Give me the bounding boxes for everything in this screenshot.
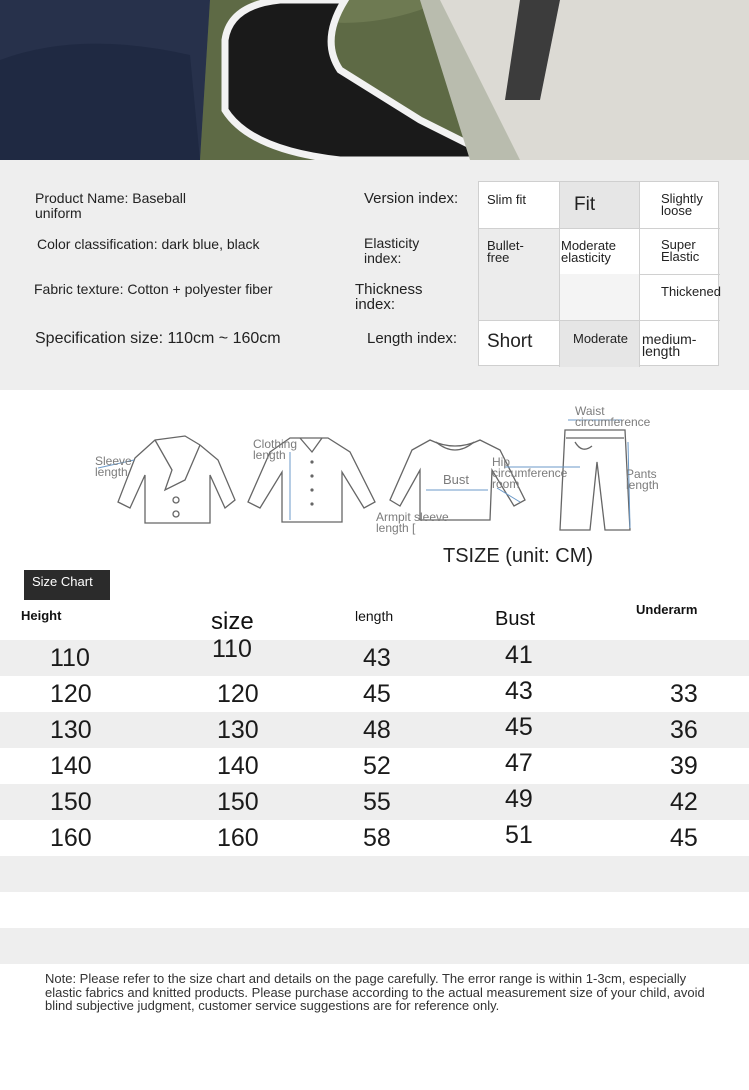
header-bust: Bust [495, 608, 536, 630]
header-size: size [211, 608, 254, 635]
cell-size: 150 [217, 788, 259, 816]
version-index-label: Version index: [364, 190, 459, 207]
elasticity-index-label: Elasticity index: [364, 235, 420, 266]
hip-circumference-label: Hip circumference room [492, 455, 568, 491]
version-option-slightly-loose: Slightly loose [661, 191, 703, 218]
cell-underarm: 39 [670, 752, 698, 780]
cell-bust: 51 [505, 821, 533, 849]
product-name: Product Name: Baseball uniform [35, 190, 186, 221]
thickness-option-thickened: Thickened [661, 284, 721, 299]
elasticity-option-super-elastic: Super Elastic [661, 237, 700, 264]
table-row-empty [0, 856, 749, 892]
length-option-short: Short [487, 331, 533, 352]
elasticity-option-bullet-free: Bullet-free [487, 238, 524, 265]
pants-length-label: Pants length [626, 467, 659, 492]
fabric-texture: Fabric texture: Cotton + polyester fiber [34, 281, 273, 297]
version-option-slim-fit: Slim fit [487, 192, 526, 207]
cell-length: 58 [363, 824, 391, 852]
cell-underarm: 42 [670, 788, 698, 816]
cell-length: 55 [363, 788, 391, 816]
cell-height: 150 [50, 788, 92, 816]
size-note: Note: Please refer to the size chart and details on the page carefully. The error range is within 1-3cm, especially elastic fabrics and knitted products. Please purchase according to the actual measurement size of your child, avoid blind subjective judgment, customer service suggestions are for reference only. [45, 971, 705, 1013]
table-row [0, 820, 749, 856]
cell-size: 160 [217, 824, 259, 852]
length-index-label: Length index: [367, 330, 458, 347]
header-length: length [355, 608, 394, 624]
specification-size: Specification size: 110cm ~ 160cm [35, 330, 281, 347]
product-photo [0, 0, 749, 160]
thickness-blur-area [559, 274, 639, 320]
cell-bust: 49 [505, 785, 533, 813]
table-row [0, 676, 749, 712]
jacket-closeup-illustration [0, 0, 749, 160]
table-row-empty [0, 892, 749, 928]
cell-underarm: 33 [670, 680, 698, 708]
table-row-empty [0, 928, 749, 964]
table-row [0, 748, 749, 784]
cell-length: 43 [363, 644, 391, 672]
table-row [0, 712, 749, 748]
length-option-medium-length: medium-length [642, 331, 697, 359]
size-chart-badge: Size Chart [24, 570, 110, 600]
cell-underarm: 36 [670, 716, 698, 744]
cell-size: 110 [212, 635, 252, 663]
length-option-moderate: Moderate [573, 331, 628, 346]
selected-version-highlight [559, 182, 639, 228]
cell-bust: 47 [505, 749, 533, 777]
header-underarm: Underarm [636, 602, 698, 617]
version-option-fit: Fit [574, 194, 596, 215]
cell-size: 140 [217, 752, 259, 780]
cell-length: 52 [363, 752, 391, 780]
table-row [0, 635, 749, 676]
cell-bust: 43 [505, 677, 533, 705]
table-row [0, 784, 749, 820]
index-grid [478, 181, 719, 366]
cell-height: 160 [50, 824, 92, 852]
bust-label: Bust [443, 472, 470, 487]
cell-length: 48 [363, 716, 391, 744]
armpit-sleeve-length-label: Armpit sleeve length [ [376, 510, 449, 535]
cell-length: 45 [363, 680, 391, 708]
product-info-panel [0, 160, 749, 390]
sleeve-length-label: Sleeve length [95, 454, 132, 479]
cell-height: 110 [50, 644, 90, 672]
measurement-diagrams [0, 390, 749, 570]
cell-height: 140 [50, 752, 92, 780]
cell-height: 120 [50, 680, 92, 708]
cell-size: 120 [217, 680, 259, 708]
tsize-title: TSIZE (unit: CM) [443, 545, 594, 567]
cell-size: 130 [217, 716, 259, 744]
header-height: Height [21, 608, 62, 623]
elasticity-option-moderate: Moderate elasticity [561, 238, 616, 265]
waist-circumference-label: Waist circumference [575, 404, 651, 429]
cell-bust: 45 [505, 713, 533, 741]
cell-underarm: 45 [670, 824, 698, 852]
thickness-index-label: Thickness index: [355, 281, 423, 313]
clothing-length-label: Clothing length [253, 437, 298, 462]
cell-bust: 41 [505, 641, 533, 669]
color-classification: Color classification: dark blue, black [37, 236, 260, 252]
cell-height: 130 [50, 716, 92, 744]
